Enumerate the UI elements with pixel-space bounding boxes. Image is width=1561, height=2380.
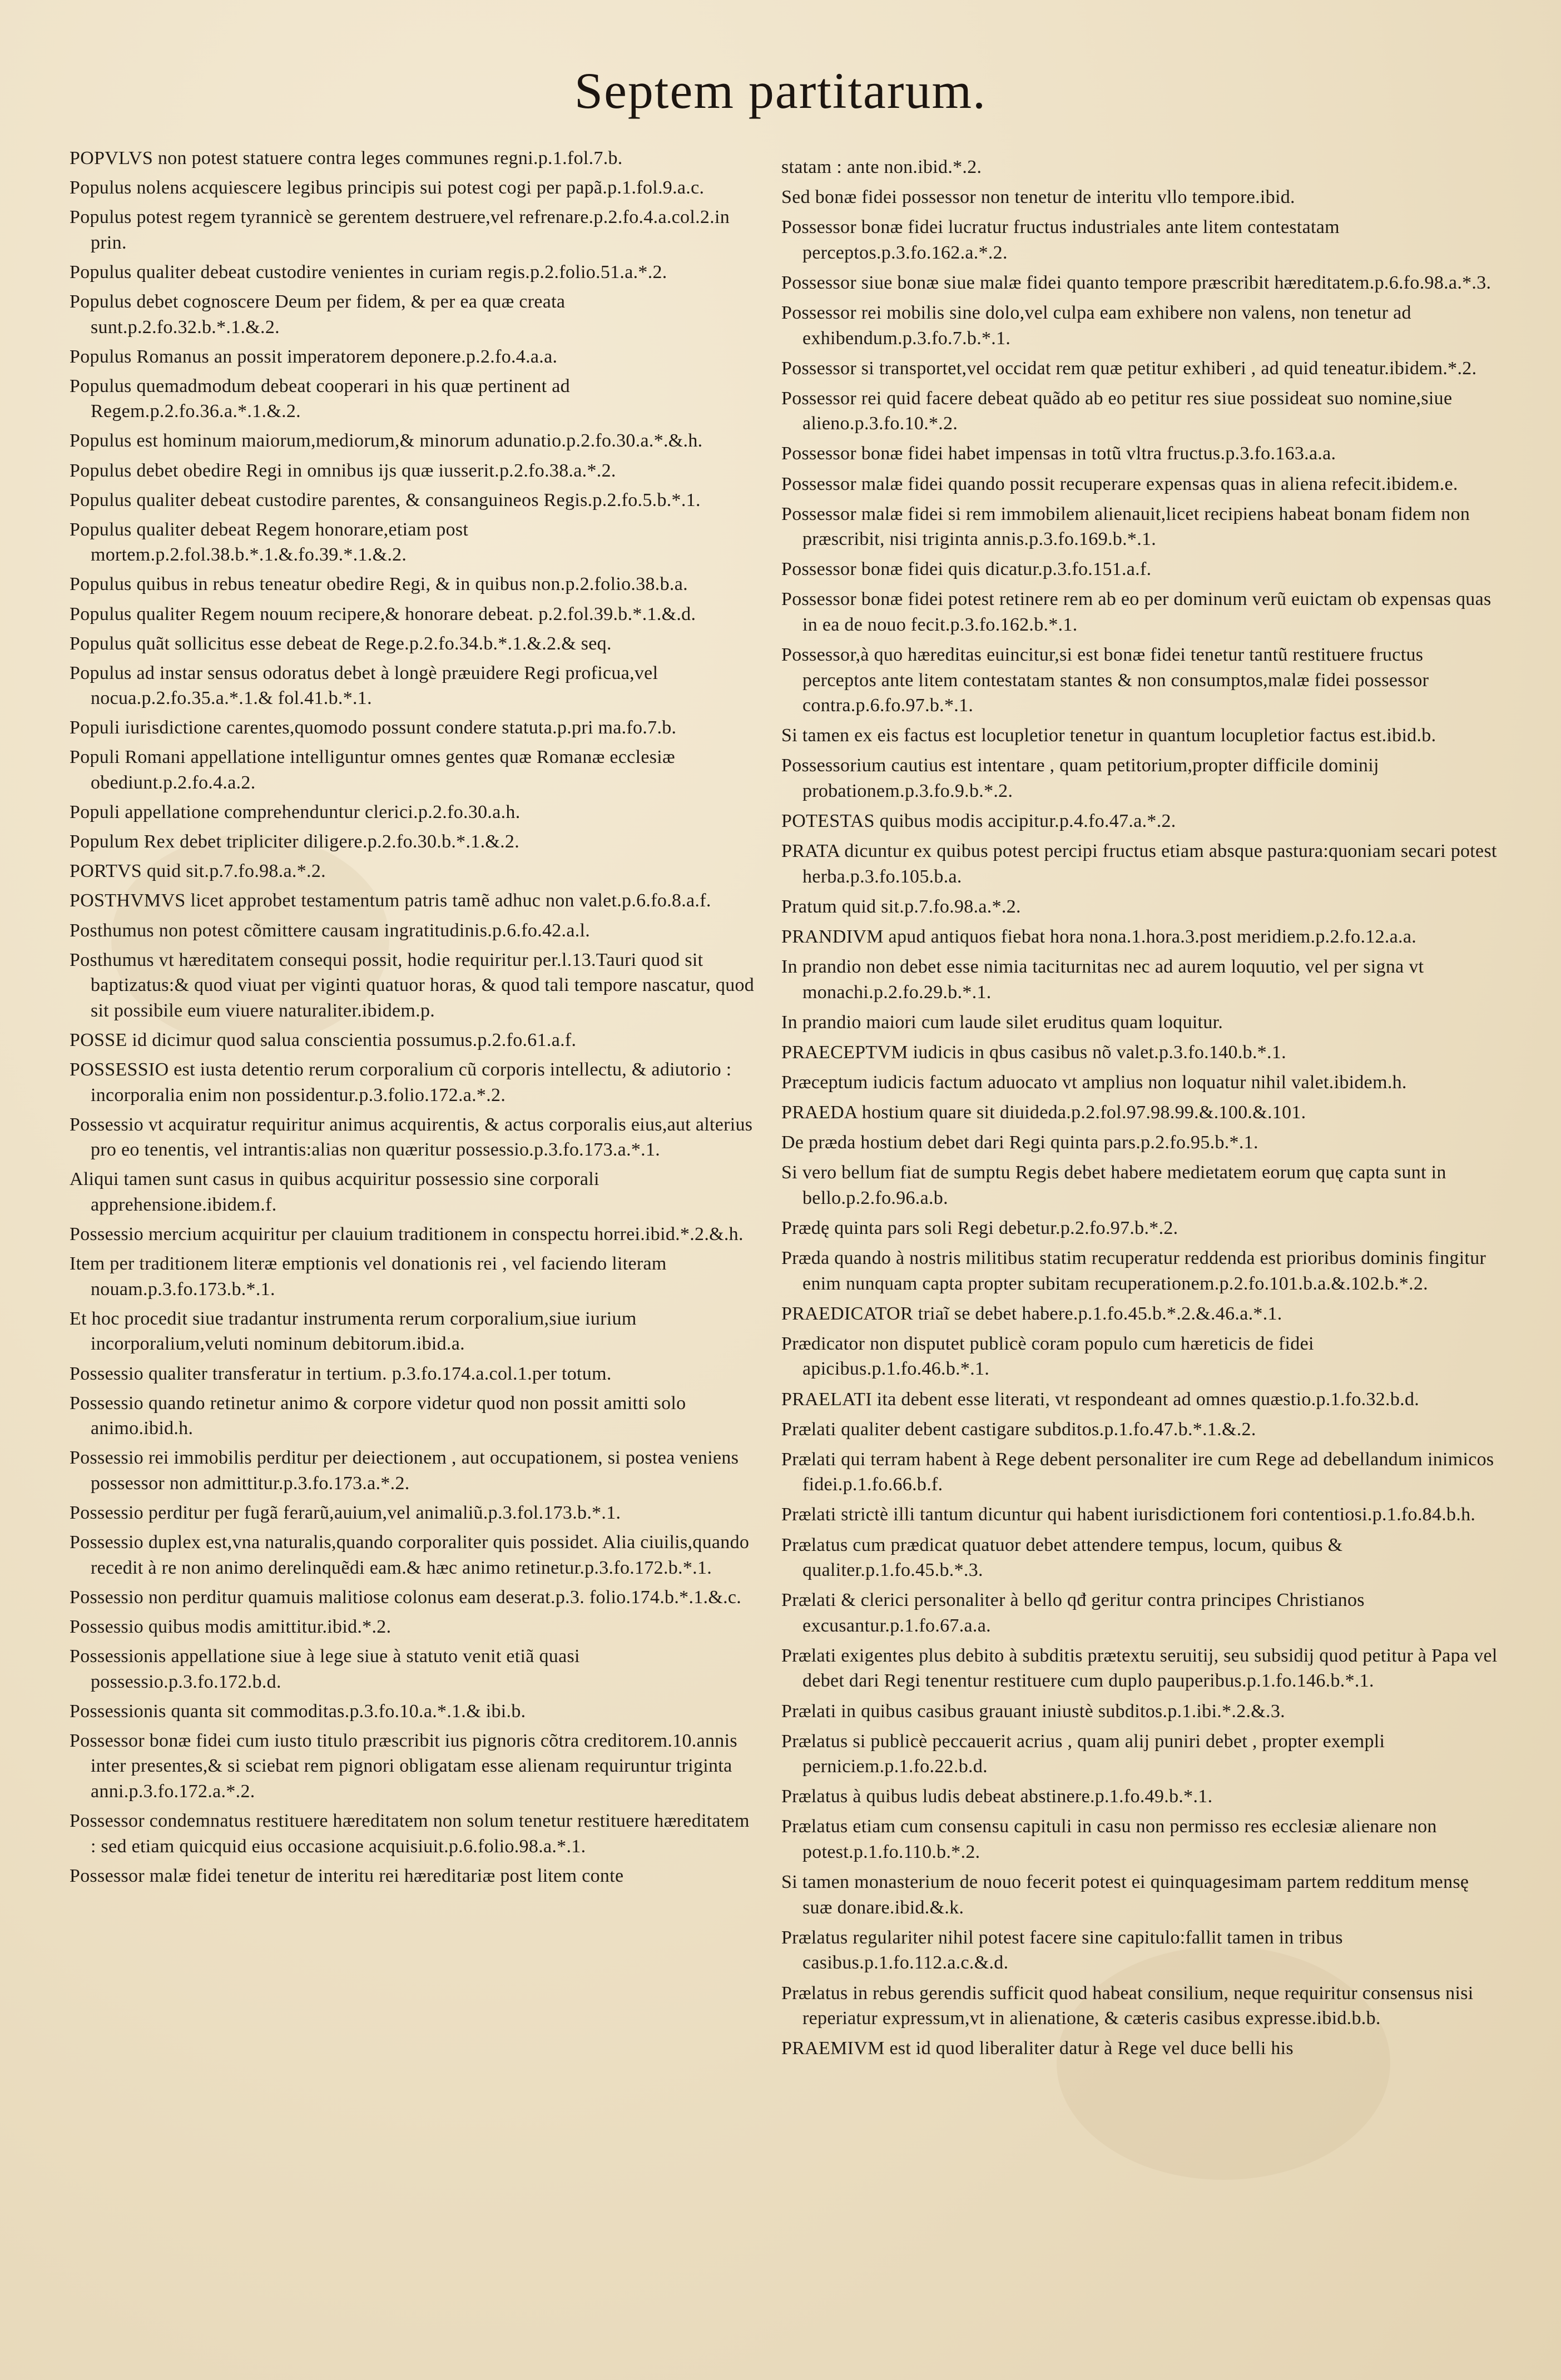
index-column-right [781,155,1501,2066]
index-entry: Populus potest regem tyrannicè se gerentem destruere,vel refrenare.p.2.fo.4.a.col.2.in prin. [70,207,730,253]
index-entry: Populus quemadmodum debeat cooperari in his quæ pertinent ad Regem.p.2.fo.36.a.*.1.&.2. [70,375,570,422]
index-entry: De præda hostium debet dari Regi quinta pars.p.2.fo.95.b.*.1. [781,1132,1258,1153]
index-entry: Populus quãt sollicitus esse debeat de Rege.p.2.fo.34.b.*.1.&.2.& seq. [70,633,612,654]
index-entry: Si tamen monasterium de nouo fecerit potest ei quinquagesimam partem redditum mensę suæ donare.ibid.&.k. [781,1872,1469,1918]
index-entry: Populus debet obedire Regi in omnibus ijs quæ iusserit.p.2.fo.38.a.*.2. [70,460,616,481]
index-entry: Populus debet cognoscere Deum per fidem, & per ea quæ creata sunt.p.2.fo.32.b.*.1.&.2. [70,291,566,338]
index-entry: Præda quando à nostris militibus statim recuperatur reddenda est prioribus dominis fingitur enim nunquam capta propter subitam recuperationem.p.2.fo.101.b.a.&.102.b.*.2. [781,1248,1486,1294]
index-entry: Item per traditionem literæ emptionis vel donationis rei , vel faciendo literam nouam.p.3.fo.173.b.*.1. [70,1253,667,1300]
index-entry: Possessor malæ fidei tenetur de interitu rei hæreditariæ post litem conte [70,1865,624,1886]
index-entry: Populum Rex debet tripliciter diligere.p.2.fo.30.b.*.1.&.2. [70,831,520,852]
index-entry: Possessorium cautius est intentare , quam petitorium,propter difficile dominij probationem.p.3.fo.9.b.*.2. [781,755,1379,802]
index-entry: Populus qualiter debeat custodire parentes, & consanguineos Regis.p.2.fo.5.b.*.1. [70,489,701,510]
index-entry: Possessionis appellatione siue à lege siue à statuto venit etiã quasi possessio.p.3.fo.172.b.d. [70,1645,580,1692]
index-entry: Possessio non perditur quamuis malitiose colonus eam deserat.p.3. folio.174.b.*.1.&.c. [70,1586,742,1608]
index-entry: POSSESSIO est iusta detentio rerum corporalium cũ corporis intellectu, & adiutorio : incorporalia enim non possidentur.p.3.folio.172.a.*.2. [70,1059,732,1105]
index-entry: Possessio quando retinetur animo & corpore videtur quod non possit amitti solo animo.ibid.h. [70,1392,686,1439]
index-entry: Possessor bonæ fidei lucratur fructus industriales ante litem contestatam perceptos.p.3.fo.162.a.*.2. [781,217,1340,263]
index-entry: Populi Romani appellatione intelliguntur omnes gentes quæ Romanæ ecclesiæ obediunt.p.2.fo.4.a.2. [70,747,675,794]
index-entry: Populus Romanus an possit imperatorem deponere.p.2.fo.4.a.a. [70,346,558,367]
index-entry: Possessor bonæ fidei habet impensas in totũ vltra fructus.p.3.fo.163.a.a. [781,443,1336,464]
index-entry: Posthumus vt hæreditatem consequi possit, hodie requiritur per.l.13.Tauri quod sit baptizatus:& quod viuat per viginti quatuor horas, & quod tali tempore nascatur, quod sit possibile eum viuere naturaliter.ibidem.p. [70,949,755,1021]
index-entry: Si vero bellum fiat de sumptu Regis debet habere medietatem eorum quę capta sunt in bello.p.2.fo.96.a.b. [781,1162,1446,1208]
index-entry: Possessio quibus modis amittitur.ibid.*.2. [70,1616,392,1637]
index-entry: Prælati & clerici personaliter à bello qđ geritur contra principes Christianos excusantur.p.1.fo.67.a.a. [781,1590,1365,1636]
index-entry: Possessionis quanta sit commoditas.p.3.fo.10.a.*.1.& ibi.b. [70,1700,526,1722]
index-entry: Possessio duplex est,vna naturalis,quando corporaliter quis possidet. Alia ciuilis,quando recedit à re non animo derelinquẽdi eam.& hæc animo retinetur.p.3.fo.172.b.*.1. [70,1532,750,1578]
index-entry: POSTHVMVS licet approbet testamentum patris tamẽ adhuc non valet.p.6.fo.8.a.f. [70,890,711,911]
index-entry: POPVLVS non potest statuere contra leges communes regni.p.1.fol.7.b. [70,148,623,168]
index-entry: Populi appellatione comprehenduntur clerici.p.2.fo.30.a.h. [70,802,521,823]
index-entry: PRAEMIVM est id quod liberaliter datur à Rege vel duce belli his [781,2038,1294,2059]
index-entry: Populus nolens acquiescere legibus principis sui potest cogi per papã.p.1.fol.9.a.c. [70,177,705,199]
index-entry: Prælati qualiter debent castigare subditos.p.1.fo.47.b.*.1.&.2. [781,1419,1256,1440]
index-entry: Possessio qualiter transferatur in tertium. p.3.fo.174.a.col.1.per totum. [70,1363,612,1384]
index-entry: PRAELATI ita debent esse literati, vt respondeant ad omnes quæstio.p.1.fo.32.b.d. [781,1389,1420,1410]
index-entry: PRANDIVM apud antiquos fiebat hora nona.1.hora.3.post meridiem.p.2.fo.12.a.a. [781,926,1417,948]
index-entry: Prælatus etiam cum consensu capituli in casu non permisso res ecclesiæ alienare non potest.p.1.fo.110.b.*.2. [781,1816,1437,1863]
index-entry: Possessor condemnatus restituere hæreditatem non solum tenetur restituere hæreditatem : sed etiam quicquid eius occasione acquisiuit.p.6.folio.98.a.*.1. [70,1811,750,1857]
index-entry: Prælatus regulariter nihil potest facere sine capitulo:fallit tamen in tribus casibus.p.1.fo.112.a.c.&.d. [781,1927,1343,1974]
index-entry: Prælati in quibus casibus grauant iniustè subditos.p.1.ibi.*.2.&.3. [781,1700,1285,1722]
index-entry: Prælati strictè illi tantum dicuntur qui habent iurisdictionem fori contentiosi.p.1.fo.84.b.h. [781,1504,1476,1525]
index-entry: Possessor bonæ fidei potest retinere rem ab eo per dominum verũ euictam ob expensas quas in ea de nouo fecit.p.3.fo.162.b.*.1. [781,589,1491,635]
index-entry: Possessor,à quo hæreditas euincitur,si est bonæ fidei tenetur tantũ restituere fructus perceptos ante litem contestatam stantes & non consumptos,malæ fidei possessor contra.p.6.fo.97.b.*.1. [781,644,1429,716]
index-entry: PRATA dicuntur ex quibus potest percipi fructus etiam absque pastura:quoniam secari potest herba.p.3.fo.105.b.a. [781,841,1497,887]
index-entry: Possessio perditur per fugã ferarũ,auium,vel animaliũ.p.3.fol.173.b.*.1. [70,1503,621,1523]
index-entry: Posthumus non potest cõmittere causam ingratitudinis.p.6.fo.42.a.l. [70,920,591,941]
index-entry: Populus est hominum maiorum,mediorum,& minorum adunatio.p.2.fo.30.a.*.&.h. [70,430,703,452]
index-entry: In prandio maiori cum laude silet eruditus quam loquitur. [781,1012,1223,1033]
page-title: Septem partitarum. [574,62,987,119]
index-entry: Si tamen ex eis factus est locupletior tenetur in quantum locupletior factus est.ibid.b. [781,725,1436,746]
index-entry: POSSE id dicimur quod salua conscientia possumus.p.2.fo.61.a.f. [70,1029,577,1050]
index-entry: Possessor bonæ fidei quis dicatur.p.3.fo.151.a.f. [781,559,1152,580]
index-entry: Populus qualiter debeat Regem honorare,etiam post mortem.p.2.fol.38.b.*.1.&.fo.39.*.1.&.2. [70,519,469,566]
index-entry: Prædicator non disputet publicè coram populo cum hæreticis de fidei apicibus.p.1.fo.46.b.*.1. [781,1333,1314,1380]
index-entry: Possessio vt acquiratur requiritur animus acquirentis, & actus corporalis eius,aut alterius pro eo tenentis, vel intrantis:alias non quæritur possessio.p.3.fo.173.a.*.1. [70,1114,753,1161]
index-entry: Pratum quid sit.p.7.fo.98.a.*.2. [781,896,1021,917]
index-entry: PRAEDA hostium quare sit diuideda.p.2.fol.97.98.99.&.100.&.101. [781,1102,1306,1123]
index-entry: Præceptum iudicis factum aduocato vt amplius non loquatur nihil valet.ibidem.h. [781,1072,1407,1093]
index-entry: Sed bonæ fidei possessor non tenetur de interitu vllo tempore.ibid. [781,187,1295,208]
index-entry: Possessio rei immobilis perditur per deiectionem , aut occupationem, si postea veniens possessor non admittitur.p.3.fo.173.a.*.2. [70,1447,739,1494]
index-entry: Et hoc procedit siue tradantur instrumenta rerum corporalium,siue iurium incorporalium,veluti nominum debitorum.ibid.a. [70,1308,637,1355]
index-entry: Prælati exigentes plus debito à subditis prætextu seruitij, seu subsidij quod petitur à Papa vel debet dari Regi tenentur restituere cum duplo pauperibus.p.1.fo.146.b.*.1. [781,1645,1498,1692]
index-entry: PRAEDICATOR triaĩ se debet habere.p.1.fo.45.b.*.2.&.46.a.*.1. [781,1303,1282,1324]
index-entry: Populi iurisdictione carentes,quomodo possunt condere statuta.p.pri ma.fo.7.b. [70,717,677,738]
index-entry: Prælati qui terram habent à Rege debent personaliter ire cum Rege ad debellandum inimicos fidei.p.1.fo.66.b.f. [781,1449,1494,1495]
index-entry: Populus quibus in rebus teneatur obedire Regi, & in quibus non.p.2.folio.38.b.a. [70,574,688,595]
index-entry: Possessor bonæ fidei cum iusto titulo præscribit ius pignoris cõtra creditorem.10.annis inter presentes,& si sciebat rem pignori obligatam esse alienam requiruntur triginta anni.p.3.fo.172.a.*.2. [70,1730,737,1802]
index-entry: POTESTAS quibus modis accipitur.p.4.fo.47.a.*.2. [781,811,1176,832]
index-entry: Possessor rei mobilis sine dolo,vel culpa eam exhibere non valens, non tenetur ad exhibendum.p.3.fo.7.b.*.1. [781,302,1411,349]
index-entry: statam : ante non.ibid.*.2. [781,157,982,177]
index-entry: Possessor malæ fidei quando possit recuperare expensas quas in aliena refecit.ibidem.e. [781,473,1458,494]
index-entry: Populus qualiter debeat custodire venientes in curiam regis.p.2.folio.51.a.*.2. [70,261,667,282]
index-entry: PRAECEPTVM iudicis in qbus casibus nõ valet.p.3.fo.140.b.*.1. [781,1042,1286,1063]
index-entry: Possessor malæ fidei si rem immobilem alienauit,licet recipiens habeat bonam fidem non præscribit, nisi triginta annis.p.3.fo.169.b.*.1. [781,503,1470,550]
index-entry: Prælatus in rebus gerendis sufficit quod habeat consilium, neque requiritur consensus nisi reperiatur expressum,vt in alienatione, & cæteris casibus expresse.ibid.b.b. [781,1982,1474,2029]
index-entry: Prælatus à quibus ludis debeat abstinere.p.1.fo.49.b.*.1. [781,1786,1213,1807]
index-entry: Prælatus cum prædicat quatuor debet attendere tempus, locum, quibus & qualiter.p.1.fo.45.b.*.3. [781,1534,1343,1581]
index-entry: Populus qualiter Regem nouum recipere,& honorare debeat. p.2.fol.39.b.*.1.&.d. [70,603,696,624]
index-column-left [70,146,756,1893]
index-entry: Possessor siue bonæ siue malæ fidei quanto tempore præscribit hæreditatem.p.6.fo.98.a.*.3. [781,272,1491,293]
index-entry: Possessio mercium acquiritur per clauium traditionem in conspectu horrei.ibid.*.2.&.h. [70,1224,744,1245]
index-entry: Prædę quinta pars soli Regi debetur.p.2.fo.97.b.*.2. [781,1217,1178,1238]
index-entry: PORTVS quid sit.p.7.fo.98.a.*.2. [70,861,326,882]
index-entry: Prælatus si publicè peccauerit acrius , quam alij puniri debet , propter exempli perniciem.p.1.fo.22.b.d. [781,1731,1385,1777]
index-entry: Possessor rei quid facere debeat quãdo ab eo petitur res siue possideat suo nomine,siue alieno.p.3.fo.10.*.2. [781,388,1453,434]
index-entry: Aliqui tamen sunt casus in quibus acquiritur possessio sine corporali apprehensione.ibidem.f. [70,1169,599,1215]
index-entry: Populus ad instar sensus odoratus debet à longè præuidere Regi proficua,vel nocua.p.2.fo.35.a.*.1.& fol.41.b.*.1. [70,662,658,709]
index-entry: Possessor si transportet,vel occidat rem quæ petitur exhiberi , ad quid teneatur.ibidem.*.2. [781,358,1477,379]
index-entry: In prandio non debet esse nimia taciturnitas nec ad aurem loquutio, vel per signa vt monachi.p.2.fo.29.b.*.1. [781,956,1424,1003]
